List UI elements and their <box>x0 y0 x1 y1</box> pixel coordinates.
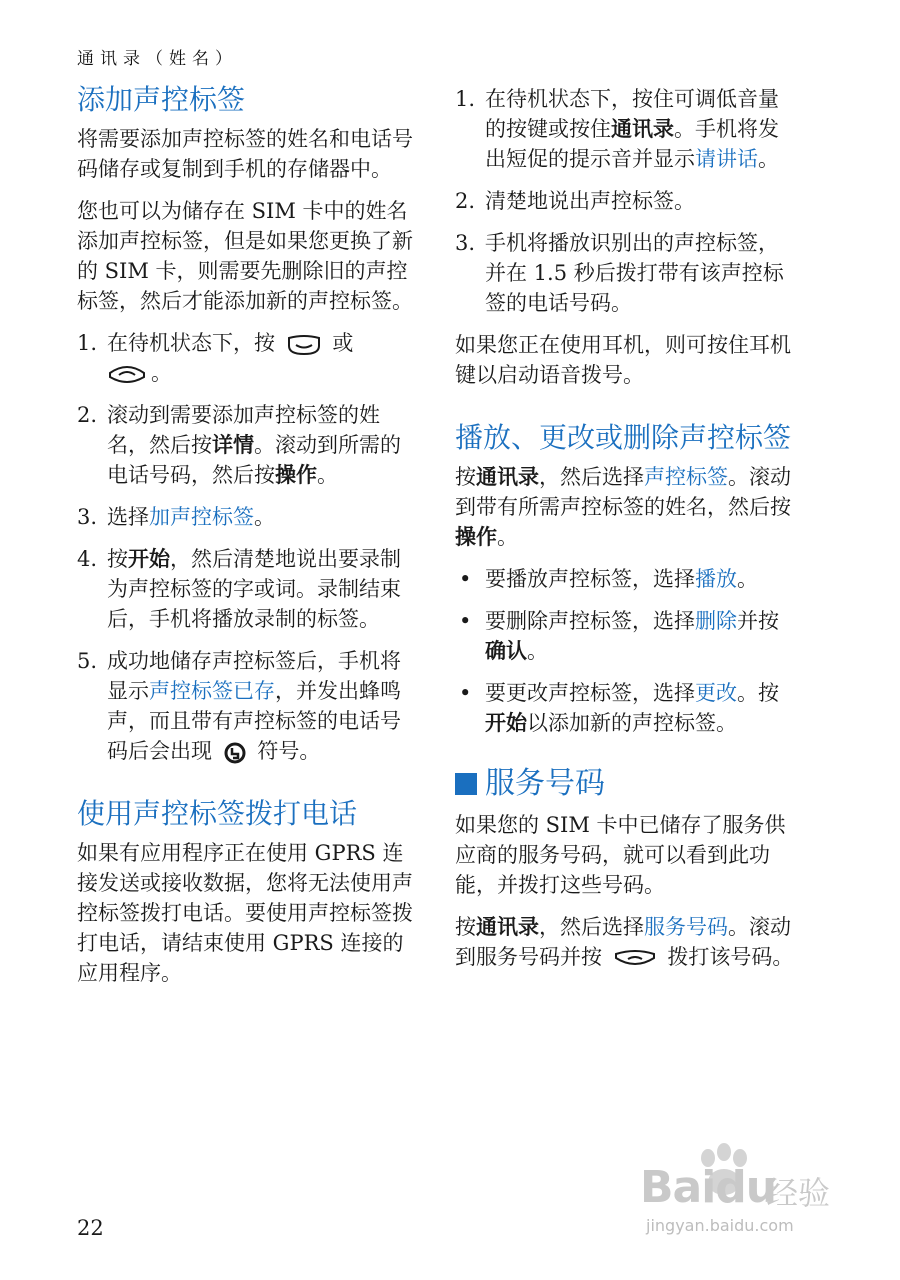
list-item: • 要播放声控标签，选择播放。 <box>455 564 795 594</box>
watermark <box>640 1148 840 1238</box>
steps-list <box>77 328 417 766</box>
watermark-sub-text: 经验 <box>766 1174 831 1212</box>
list-item: • 要删除声控标签，选择删除并按确认。 <box>455 606 795 666</box>
page-number: 22 <box>77 1216 104 1240</box>
square-marker-icon <box>455 773 477 795</box>
list-item: 1. 在待机状态下，按住可调低音量的按键或按住通讯录。手机将发出短促的提示音并显示请讲话。 <box>455 87 779 171</box>
watermark-logo-text: Baidu <box>640 1162 777 1213</box>
paragraph: 如果您的 SIM 卡中已储存了服务供应商的服务号码，就可以看到此功能，并拨打这些号码。 <box>455 813 786 897</box>
voice-tag-icon <box>223 741 247 765</box>
bullet-icon: • <box>459 567 472 591</box>
list-item: 2. 滚动到需要添加声控标签的姓名，然后按详情。滚动到所需的电话号码，然后按操作。 <box>77 403 401 487</box>
paragraph: 如果您正在使用耳机，则可按住耳机键以启动语音拨号。 <box>455 333 791 387</box>
paragraph: 将需要添加声控标签的姓名和电话号码储存或复制到手机的存储器中。 <box>77 127 413 181</box>
send-key-icon <box>613 948 657 970</box>
bullet-list <box>455 564 795 738</box>
paragraph: 按通讯录，然后选择服务号码。滚动到服务号码并按 拨打该号码。 <box>455 914 794 969</box>
left-column <box>77 84 417 1000</box>
watermark-url: jingyan.baidu.com <box>646 1216 794 1235</box>
contacts-key-icon <box>286 334 322 356</box>
list-item: 5. 成功地储存声控标签后，手机将显示声控标签已存，并发出蜂鸣声，而且带有声控标签的电话号码后会出现 符号。 <box>77 649 401 763</box>
list-item: 3. 选择加声控标签。 <box>77 505 275 529</box>
running-head: 通讯录（姓名） <box>77 49 238 69</box>
steps-list <box>455 84 795 318</box>
bullet-icon: • <box>459 609 472 633</box>
paragraph: 按通讯录，然后选择声控标签。滚动到带有所需声控标签的姓名，然后按操作。 <box>455 464 791 549</box>
paragraph: 如果有应用程序正在使用 GPRS 连接发送或接收数据，您将无法使用声控标签拨打电话。要使用声控标签拨打电话，请结束使用 GPRS 连接的应用程序。 <box>77 841 413 985</box>
section-title-voice-dialing: 使用声控标签拨打电话 <box>77 797 358 830</box>
section-title-play-change-delete: 播放、更改或删除声控标签 <box>455 421 792 454</box>
right-column <box>455 84 795 984</box>
list-item: 4. 按开始，然后清楚地说出要录制为声控标签的字或词。录制结束后，手机将播放录制的标签。 <box>77 546 401 631</box>
paragraph: 您也可以为储存在 SIM 卡中的姓名添加声控标签，但是如果您更换了新的 SIM 卡，则需要先删除旧的声控标签，然后才能添加新的声控标签。 <box>77 199 413 313</box>
section-title-service-numbers: 服务号码 <box>455 766 795 802</box>
list-item: 1. 在待机状态下，按 或 。 <box>77 331 354 385</box>
list-item: 3. 手机将播放识别出的声控标签，并在 1.5 秒后拨打带有该声控标签的电话号码。 <box>455 231 784 315</box>
send-key-icon <box>107 363 147 387</box>
list-item: 2. 清楚地说出声控标签。 <box>455 189 695 213</box>
bullet-icon: • <box>459 681 472 705</box>
section-title-add-voice-tag: 添加声控标签 <box>77 83 246 116</box>
list-item: • 要更改声控标签，选择更改。按开始以添加新的声控标签。 <box>455 678 795 738</box>
